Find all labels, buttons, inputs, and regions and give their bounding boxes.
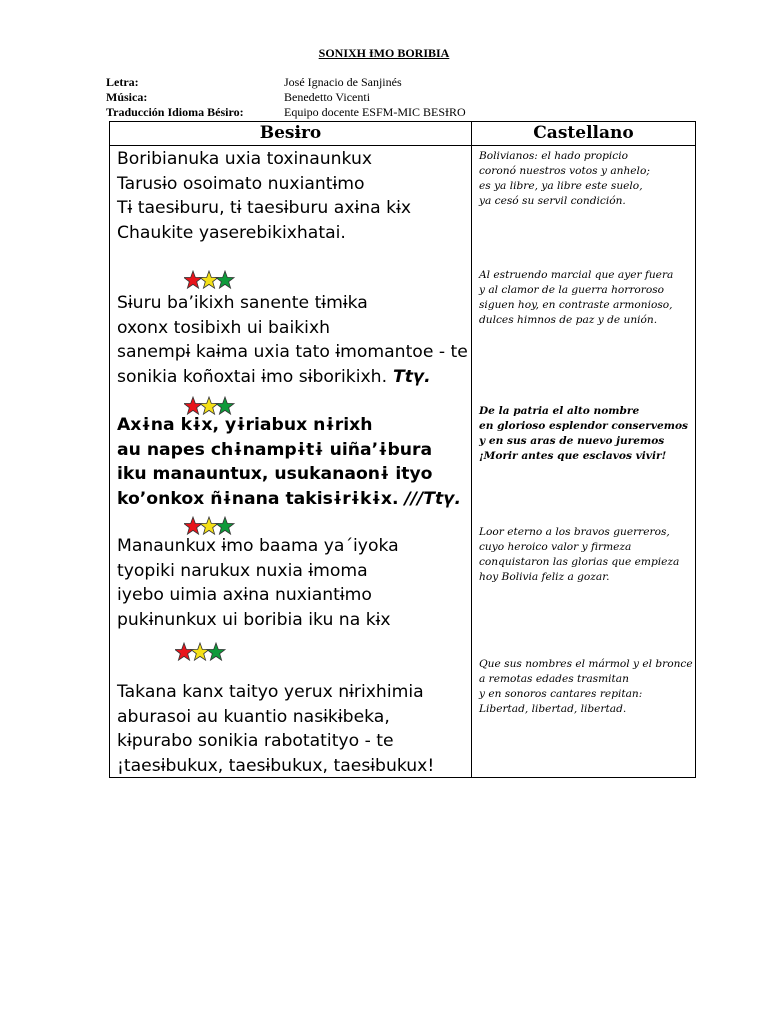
verse-line [117,365,469,390]
star-shape [184,397,202,414]
verse-line: Tɨ taesɨburu, tɨ taesɨburu axɨna kɨx [117,198,412,218]
verse-text: sonikia koñoxtai ɨmo sɨborikixh. [117,366,388,387]
verse-line: aburasoi au kuantio nasɨkɨbeka, [117,706,390,727]
star-shape [191,643,209,660]
star-shape [207,643,225,660]
verse-line: tyopiki narukux nuxia ɨmoma [117,560,368,581]
verse-line: cuyo heroico valor y firmeza [479,541,632,553]
verse-line: dulces himnos de paz y de unión. [479,314,658,326]
verse-line: Chaukite yaserebikixhatai. [117,222,346,243]
column-header-castellano: Castellano [472,122,696,146]
verse-line: kɨpurabo sonikia rabotatityo - te [117,731,394,751]
verse-line: Loor eterno a los bravos guerreros, [479,526,670,538]
verse-line: Manaunkux ɨmo baama ya´iyoka [117,536,399,556]
castellano-stanza-1 [479,149,693,209]
refrain-marker: ///Ttү. [398,488,461,509]
verse-line: ¡taesɨbukux, taesɨbukux, taesɨbukux! [117,755,435,776]
verse-line: en glorioso esplendor conservemos [479,420,688,432]
star-shape [200,397,218,414]
verse-line: Libertad, libertad, libertad. [479,703,627,715]
star-shape [216,397,234,414]
credit-value: Benedetto Vicenti [284,90,371,104]
verse-text: ko’onkox ñɨnana takisɨrɨkɨx. [117,488,399,509]
verse-line [117,487,469,512]
verse-line: pukɨnunkux ui boribia iku na kɨx [117,609,391,630]
verse-line: conquistaron las glorias que empieza [479,556,680,568]
verse-line: y en sonoros cantares repitan: [479,688,643,700]
verse-line: ya cesó su servil condición. [479,195,626,207]
besiro-column [110,146,472,778]
verse-line: coronó nuestros votos y anhelo; [479,165,650,177]
verse-line: au napes chɨnampɨtɨ uiña’ɨbura [117,439,433,460]
star-shape [184,271,202,288]
besiro-stanza-4 [117,534,469,632]
credit-label: Letra: [106,75,139,89]
verse-line: Sɨuru ba’ikixh sanente tɨmɨka [117,293,368,313]
verse-line: hoy Bolivia feliz a gozar. [479,571,610,583]
credit-label: Traducción Idioma Bésiro: [106,105,244,119]
verse-line: Bolivianos: el hado propicio [479,150,628,162]
stars-icon [184,516,236,536]
star-shape [184,517,202,534]
verse-line: a remotas edades trasmitan [479,673,629,685]
verse-line: ¡Morir antes que esclavos vivir! [479,450,667,462]
credit-translation [106,105,466,120]
verse-line: Axɨna kɨx, yɨriabux nɨrixh [117,415,373,435]
verse-line: es ya libre, ya libre este suelo, [479,180,643,192]
castellano-stanza-2 [479,268,693,328]
credit-value: Equipo docente ESFM-MIC BESƗRO [284,105,466,119]
verse-line: De la patria el alto nombre [479,405,640,417]
credit-value: José Ignacio de Sanjinés [284,75,402,89]
verse-line: Al estruendo marcial que ayer fuera [479,269,674,281]
castellano-stanza-5 [479,657,693,717]
verse-line: y al clamor de la guerra horroroso [479,284,665,296]
star-shape [200,271,218,288]
verse-line: siguen hoy, en contraste armonioso, [479,299,673,311]
castellano-stanza-4 [479,525,693,585]
credit-music [106,90,466,105]
verse-line: oxonx tosibixh ui baikixh [117,317,331,338]
star-shape [216,271,234,288]
verse-line: iyebo uimia axɨna nuxiantɨmo [117,585,372,605]
stars-icon [175,642,227,662]
besiro-stanza-1 [117,147,469,245]
refrain-marker: Ttү. [387,366,431,387]
besiro-stanza-3 [117,413,469,511]
verse-line: y en sus aras de nuevo juremos [479,435,665,447]
stars-icon [184,270,236,290]
column-header-besiro: Besɨro [110,122,472,146]
verse-line: Tarusɨo osoimato nuxiantɨmo [117,173,365,194]
anthem-table [109,121,696,778]
verse-line: Que sus nombres el mármol y el bronce [479,658,693,670]
castellano-stanza-3 [479,404,693,464]
castellano-column [472,146,696,778]
star-shape [175,643,193,660]
verse-line: iku manauntux, usukanaonɨ ityo [117,464,433,484]
verse-line: Boribianuka uxia toxinaunkux [117,149,373,169]
credits-block [106,75,466,120]
star-shape [216,517,234,534]
document-title: SONIXH ƗMO BORIBIA [318,46,450,60]
credit-lyrics [106,75,466,90]
besiro-stanza-5 [117,680,469,778]
star-shape [200,517,218,534]
besiro-stanza-2 [117,291,469,389]
verse-line: Takana kanx taityo yerux nɨrixhimia [117,682,424,702]
credit-label: Música: [106,90,148,104]
verse-line: sanempɨ kaɨma uxia tato ɨmomantoe - te [117,342,468,362]
